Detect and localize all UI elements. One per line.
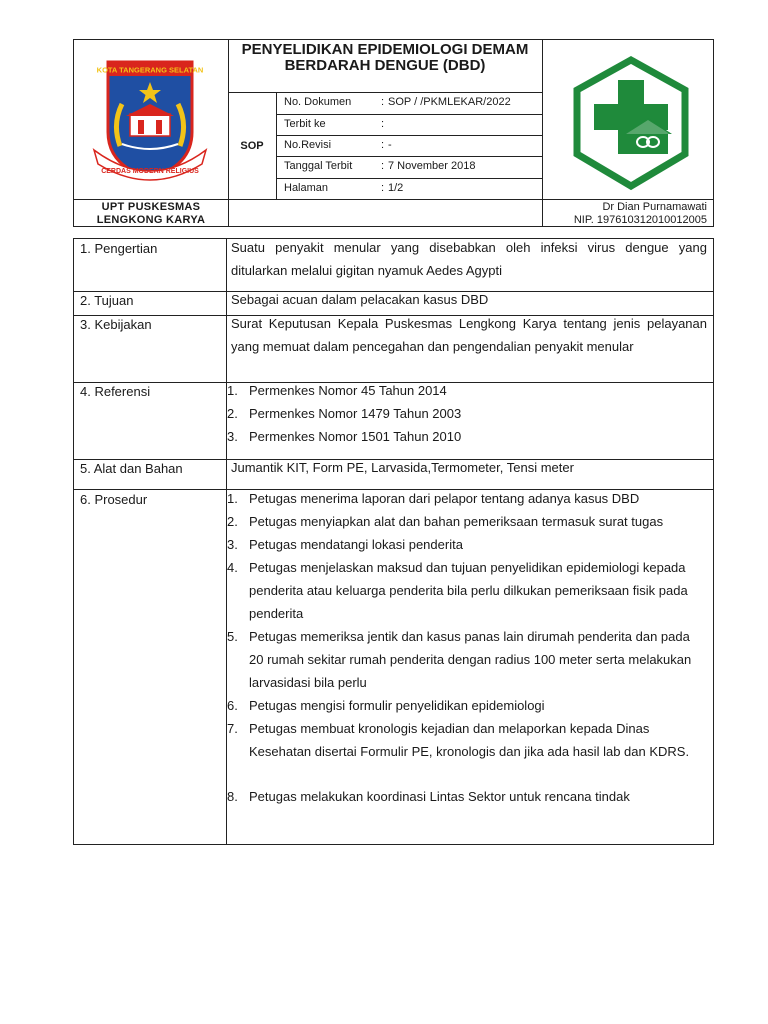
list-item: 2. Petugas menyiapkan alat dan bahan pemeriksaan termasuk surat tugas — [227, 514, 664, 529]
document-header — [73, 39, 714, 227]
signature-block — [542, 199, 713, 227]
meta-key: No.Revisi — [284, 139, 332, 151]
list-item: 2. Permenkes Nomor 1479 Tahun 2003 — [227, 406, 462, 421]
meta-value: - — [388, 139, 392, 151]
meta-colon: : — [381, 139, 385, 151]
meta-row-dokumen — [276, 92, 542, 113]
meta-key: Tanggal Terbit — [284, 160, 353, 172]
list-referensi — [227, 379, 703, 448]
signer-name: Dr Dian Purnamawati — [602, 201, 707, 213]
meta-value: SOP / /PKMLEKAR/2022 — [388, 96, 511, 108]
meta-key: Halaman — [284, 182, 329, 194]
puskesmas-logo — [568, 54, 694, 194]
org-line-2: LENGKONG KARYA — [96, 214, 206, 226]
label-prosedur: 6. Prosedur — [80, 492, 148, 507]
crest-title-text: KOTA TANGERANG SELATAN — [96, 65, 204, 75]
crest-motto-text: CERDAS MODERN RELIGIUS — [101, 168, 199, 175]
meta-colon: : — [381, 160, 385, 172]
text-tujuan: Sebagai acuan dalam pelacakan kasus DBD — [231, 292, 489, 307]
meta-row-revisi — [276, 135, 542, 156]
list-item: 4. Petugas menjelaskan maksud dan tujuan penyelidikan epidemiologi kepada penderita atau keluarga penderita bila perlu dilkukan pemeriksaan fisik pada penderita — [227, 560, 688, 621]
list-item: 3. Permenkes Nomor 1501 Tahun 2010 — [227, 429, 462, 444]
city-crest-logo — [86, 54, 214, 182]
text-kebijakan: Surat Keputusan Kepala Puskesmas Lengkong Karya tentang jenis pelayanan yang memuat dalam pencegahan dan pengendalian penyakit menular — [231, 316, 707, 354]
list-item: 7. Petugas membuat kronologis kejadian dan melaporkan kepada Dinas Kesehatan disertai Formulir PE, kronologis dan jika ada hasil lab dan KDRS. — [227, 721, 690, 759]
text-alat-bahan: Jumantik KIT, Form PE, Larvasida,Termometer, Tensi meter — [231, 460, 574, 475]
label-referensi: 4. Referensi — [80, 384, 151, 399]
label-pengertian: 1. Pengertian — [80, 241, 158, 256]
list-item: 5. Petugas memeriksa jentik dan kasus panas lain dirumah penderita dan pada 20 rumah sekitar rumah penderita dengan radius 100 meter serta melakukan larvasidasi bila perlu — [227, 629, 692, 690]
meta-value: 1/2 — [388, 182, 404, 194]
label-alat-bahan: 5. Alat dan Bahan — [80, 461, 183, 476]
label-tujuan: 2. Tujuan — [80, 293, 134, 308]
meta-row-tanggal — [276, 156, 542, 177]
text-pengertian: Suatu penyakit menular yang disebabkan oleh infeksi virus dengue yang ditularkan melalui gigitan nyamuk Aedes Agypti — [231, 240, 707, 278]
list-item: 8. Petugas melakukan koordinasi Lintas Sektor untuk rencana tindak — [227, 789, 630, 804]
meta-row-terbit — [276, 114, 542, 135]
org-line-1: UPT PUSKESMAS — [101, 201, 201, 213]
list-prosedur — [227, 487, 707, 808]
document-title: PENYELIDIKAN EPIDEMIOLOGI DEMAM BERDARAH DENGUE (DBD) — [241, 41, 529, 74]
label-kebijakan: 3. Kebijakan — [80, 317, 152, 332]
organization-name — [74, 199, 228, 227]
meta-value: 7 November 2018 — [388, 160, 476, 172]
list-item: 6. Petugas mengisi formulir penyelidikan epidemiologi — [227, 698, 545, 713]
meta-key: Terbit ke — [284, 118, 326, 130]
list-item: 1. Petugas menerima laporan dari pelapor tentang adanya kasus DBD — [227, 491, 640, 506]
sop-label: SOP — [240, 139, 264, 152]
sop-content-table — [73, 238, 714, 845]
list-item: 3. Petugas mendatangi lokasi penderita — [227, 537, 463, 552]
meta-row-halaman — [276, 178, 542, 199]
meta-colon: : — [381, 182, 385, 194]
signer-nip: NIP. 197610312010012005 — [573, 214, 707, 226]
meta-key: No. Dokumen — [284, 96, 352, 108]
list-item: 1. Permenkes Nomor 45 Tahun 2014 — [227, 383, 447, 398]
meta-colon: : — [381, 96, 385, 108]
meta-colon: : — [381, 118, 385, 130]
